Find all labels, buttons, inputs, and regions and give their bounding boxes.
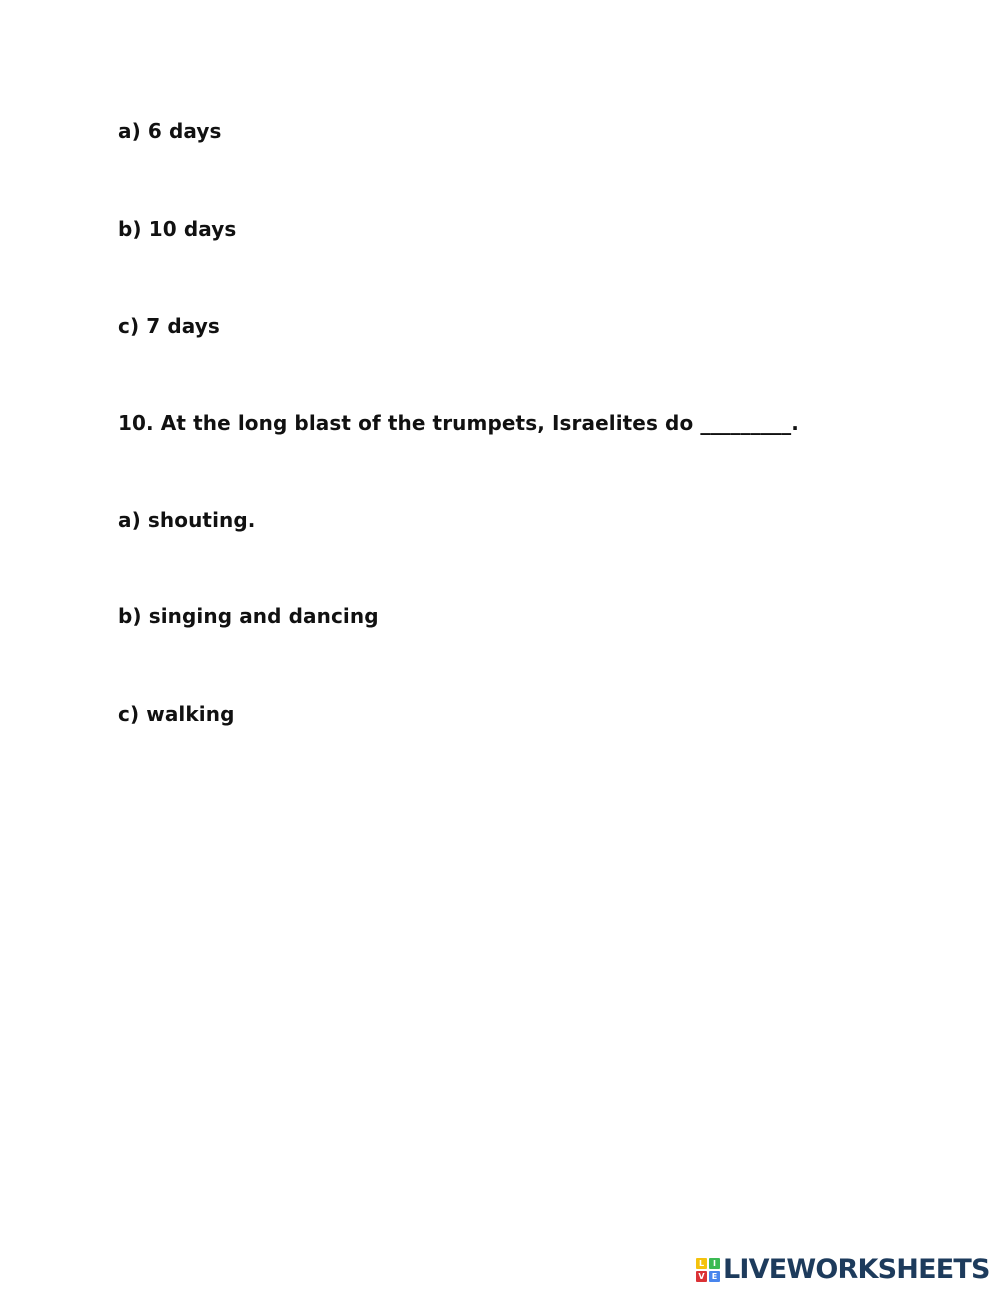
option-b-singing-and-dancing: b) singing and dancing — [118, 604, 379, 628]
logo-block-l: L — [696, 1258, 707, 1269]
option-b-10-days: b) 10 days — [118, 217, 237, 241]
logo-block-e: E — [709, 1271, 720, 1282]
option-c-walking: c) walking — [118, 702, 235, 726]
logo-block-i: I — [709, 1258, 720, 1269]
option-a-shouting: a) shouting. — [118, 508, 256, 532]
liveworksheets-logo — [696, 1254, 990, 1286]
option-a-6-days: a) 6 days — [118, 119, 222, 143]
logo-block-v: V — [696, 1271, 707, 1282]
option-c-7-days: c) 7 days — [118, 314, 220, 338]
question-10: 10. At the long blast of the trumpets, Israelites do _________. — [118, 411, 799, 435]
logo-icon — [696, 1258, 720, 1282]
logo-text: LIVEWORKSHEETS — [723, 1254, 990, 1285]
